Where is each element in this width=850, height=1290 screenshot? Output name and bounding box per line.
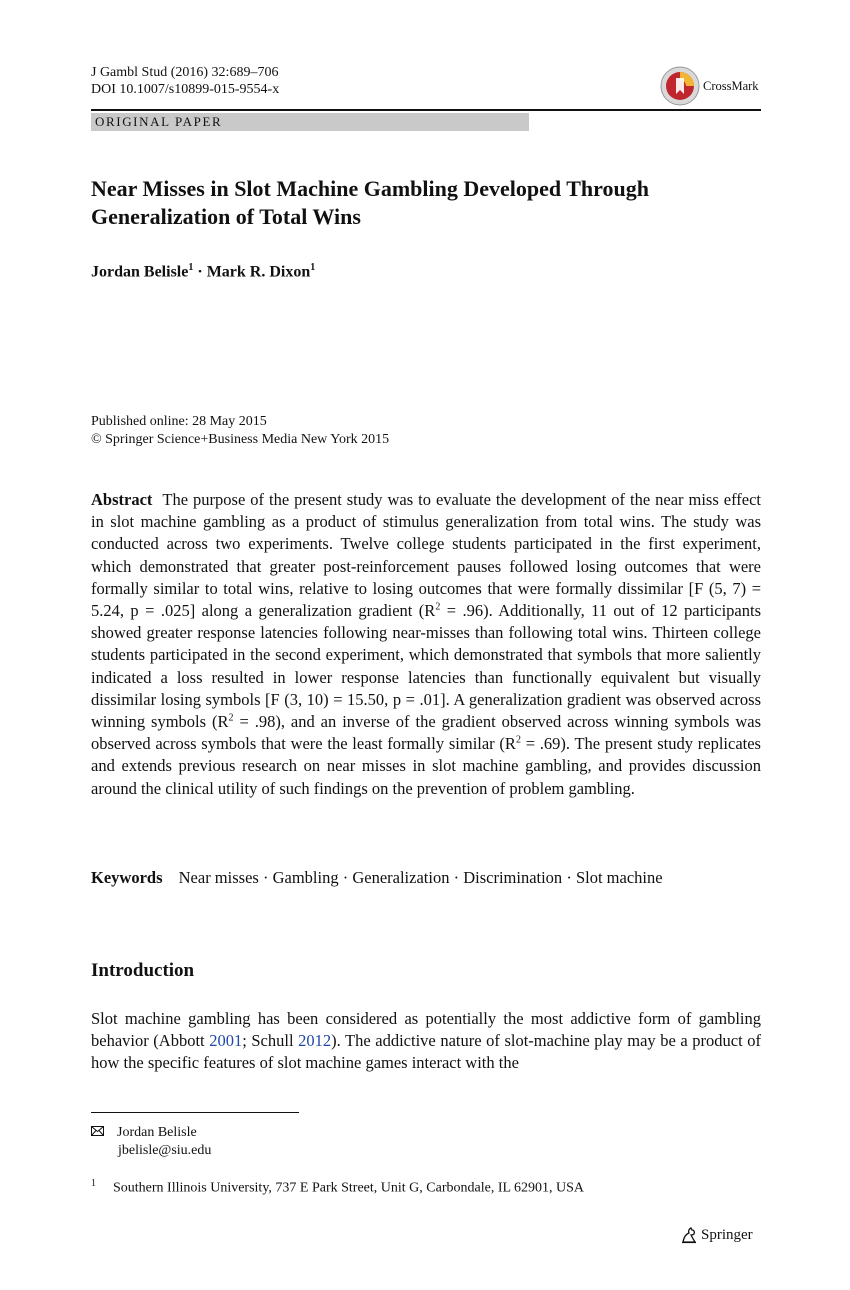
abstract-text: The purpose of the present study was to evaluate the development of the near miss effect in slot machine gambling as a product of stimulus generalization from total wins. The study was conducted across two experiments. Twelve college students participated in the first experiment, which demonstrated that greater post-reinforcement pauses followed losing outcomes that were formally similar to total wins, relative to losing outcomes that were formally dissimilar [F (5, 7) = 5.24, p = .025] along a generalization gradient (R (91, 490, 761, 621)
journal-line: J Gambl Stud (2016) 32:689–706 (91, 65, 279, 80)
keyword: Gambling (272, 868, 339, 887)
contact-email[interactable]: jbelisle@siu.edu (118, 1143, 212, 1158)
author-list (91, 262, 315, 281)
keyword: Near misses (178, 868, 259, 887)
superscript: 2 (228, 712, 234, 724)
crossmark-label: CrossMark (703, 78, 759, 93)
body-text: ). The addictive nature of slot-machine play may be a product of how the specific features of slot machine games interact with the (91, 1031, 761, 1073)
publisher-logo (680, 1226, 753, 1244)
crossmark-badge[interactable] (660, 66, 759, 106)
abstract-text: = .98), and an inverse of the gradient observed across winning symbols was observed across symbols that were the least formally similar (R (91, 712, 761, 754)
affiliation-footnote (91, 1178, 584, 1197)
keyword-separator: · (342, 868, 349, 887)
envelope-icon (91, 1124, 105, 1142)
introduction-paragraph (91, 1008, 761, 1075)
affiliation-marker: 1 (91, 1178, 96, 1189)
body-text: ; Schull (242, 1031, 299, 1051)
abstract-text: = .69). The present study replicates and extends previous research on near misses in slot machine gambling, and provides discussion around the clinical utility of such findings on the prevention of problem gambling. (91, 734, 761, 798)
superscript: 2 (515, 734, 521, 746)
keyword-separator: · (453, 868, 460, 887)
affiliation-text: Southern Illinois University, 737 E Park Street, Unit G, Carbondale, IL 62901, USA (113, 1180, 585, 1196)
keywords (91, 868, 663, 888)
superscript: 2 (435, 601, 441, 613)
keyword-separator: · (262, 868, 269, 887)
keyword: Generalization (352, 868, 450, 887)
publication-info (91, 413, 389, 449)
author-affiliation-marker: 1 (310, 262, 316, 273)
corresponding-author (91, 1124, 211, 1160)
keyword: Discrimination (463, 868, 563, 887)
published-online: Published online: 28 May 2015 (91, 414, 267, 429)
author-name[interactable]: Jordan Belisle (91, 263, 189, 281)
publisher-name: Springer (701, 1226, 753, 1243)
citation-link[interactable]: 2012 (298, 1031, 332, 1051)
keyword-separator: · (566, 868, 572, 887)
doi-line: DOI 10.1007/s10899-015-9554-x (91, 82, 280, 97)
contact-name: Jordan Belisle (117, 1125, 197, 1140)
citation-link[interactable]: 2001 (209, 1031, 243, 1051)
crossmark-icon (660, 66, 700, 106)
author-name[interactable]: Mark R. Dixon (206, 263, 311, 281)
keywords-label: Keywords (91, 868, 163, 887)
copyright-line: © Springer Science+Business Media New York 2015 (91, 432, 390, 447)
section-heading-introduction: Introduction (91, 960, 195, 981)
keyword: Slot machine (575, 868, 663, 887)
author-affiliation-marker: 1 (188, 262, 194, 273)
section-label: ORIGINAL PAPER (91, 113, 529, 131)
abstract-text: = .96). Additionally, 11 out of 12 participants showed greater response latencies following near-misses than following total wins. Thirteen college students participated in the second experiment, which demonstrated that symbols that more saliently indicated a loss resulted in lower response latencies than functionally equivalent but visually dissimilar losing symbols [F (3, 10) = 15.50, p = .01]. A generalization gradient was observed across winning symbols (R (91, 601, 761, 732)
paper-title: Near Misses in Slot Machine Gambling Developed Through Generalization of Total Wins (91, 176, 649, 229)
abstract-label: Abstract (91, 490, 153, 509)
journal-citation (91, 64, 279, 98)
abstract (91, 489, 761, 800)
header-rule (91, 109, 761, 111)
body-text: Slot machine gambling has been considered as potentially the most addictive form of gambling behavior (Abbott (91, 1009, 761, 1051)
springer-horse-icon (680, 1226, 698, 1244)
author-separator: · (197, 263, 203, 281)
footnote-rule (91, 1112, 299, 1113)
